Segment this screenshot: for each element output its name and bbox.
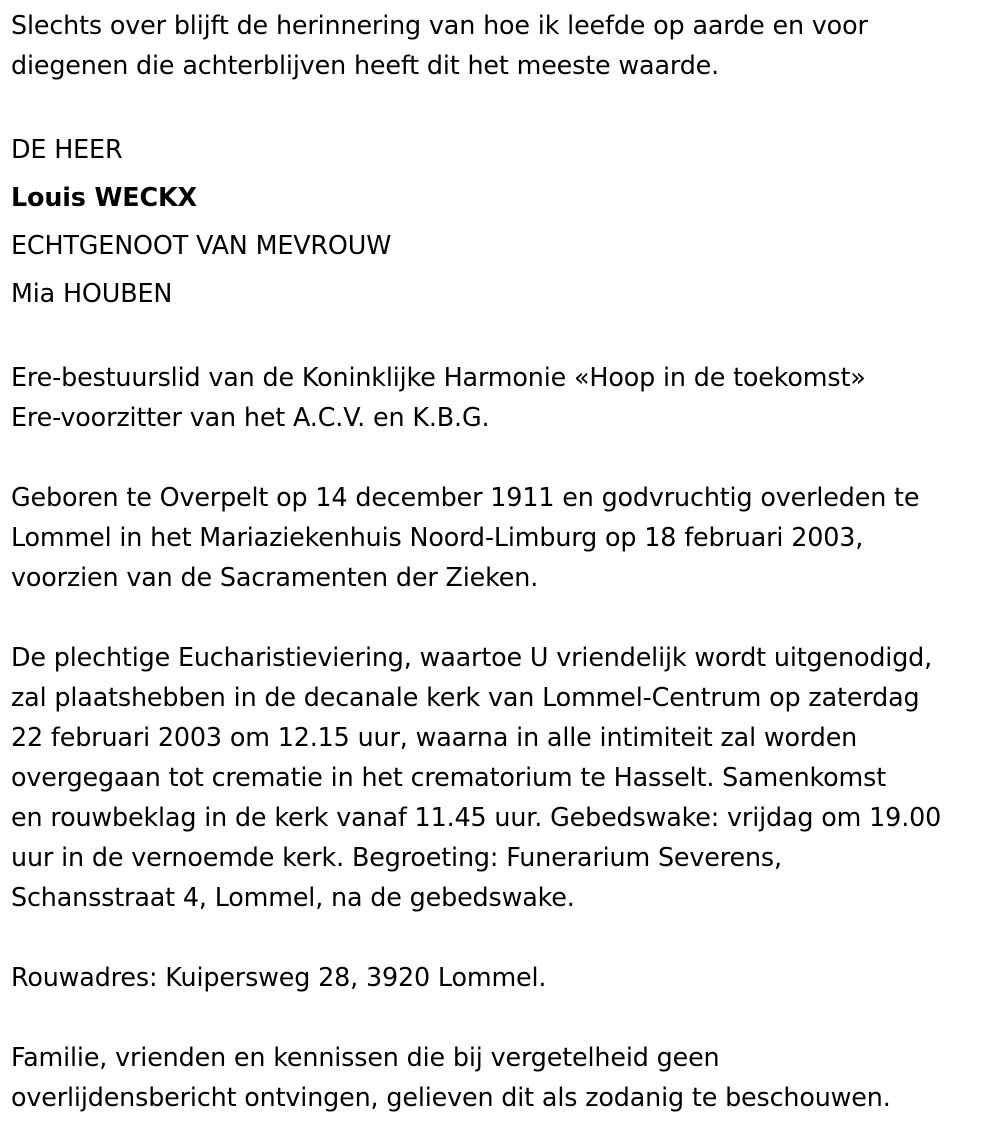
birth-death-line: Geboren te Overpelt op 14 december 1911 en godvruchtig overleden te: [11, 482, 920, 512]
ceremony-line: en rouwbeklag in de kerk vanaf 11.45 uur. Gebedswake: vrijdag om 19.00: [11, 802, 942, 832]
spacer: [11, 317, 996, 357]
intro-quote: [11, 5, 996, 85]
spouse-name: Mia HOUBEN: [11, 278, 173, 308]
birth-death-block: [11, 477, 996, 597]
intro-line: Slechts over blijft de herinnering van hoe ik leefde op aarde en voor: [11, 10, 868, 40]
spacer: [11, 917, 996, 957]
mourning-address: Rouwadres: Kuipersweg 28, 3920 Lommel.: [11, 962, 547, 992]
obituary-document: [11, 5, 996, 1117]
ceremony-line: uur in de vernoemde kerk. Begroeting: Funerarium Severens,: [11, 842, 782, 872]
address-block: [11, 957, 996, 997]
honors-line: Ere-voorzitter van het A.C.V. en K.B.G.: [11, 402, 490, 432]
closing-block: [11, 1037, 996, 1117]
honors-block: [11, 357, 996, 437]
closing-line: overlijdensbericht ontvingen, gelieven dit als zodanig te beschouwen.: [11, 1082, 891, 1112]
person-title: DE HEER: [11, 134, 123, 164]
intro-line: diegenen die achterblijven heeft dit het meeste waarde.: [11, 50, 720, 80]
ceremony-line: overgegaan tot crematie in het crematorium te Hasselt. Samenkomst: [11, 762, 887, 792]
ceremony-block: [11, 637, 996, 917]
closing-line: Familie, vrienden en kennissen die bij vergetelheid geen: [11, 1042, 720, 1072]
spacer: [11, 597, 996, 637]
person-relation: ECHTGENOOT VAN MEVROUW: [11, 230, 392, 260]
honors-line: Ere-bestuurslid van de Koninklijke Harmonie «Hoop in de toekomst»: [11, 362, 866, 392]
ceremony-line: Schansstraat 4, Lommel, na de gebedswake.: [11, 882, 575, 912]
ceremony-line: 22 februari 2003 om 12.15 uur, waarna in alle intimiteit zal worden: [11, 722, 858, 752]
birth-death-line: Lommel in het Mariaziekenhuis Noord-Limburg op 18 februari 2003,: [11, 522, 864, 552]
person-block: [11, 125, 996, 317]
ceremony-line: De plechtige Eucharistieviering, waartoe U vriendelijk wordt uitgenodigd,: [11, 642, 933, 672]
spacer: [11, 997, 996, 1037]
ceremony-line: zal plaatshebben in de decanale kerk van Lommel-Centrum op zaterdag: [11, 682, 920, 712]
person-name: Louis WECKX: [11, 182, 197, 212]
birth-death-line: voorzien van de Sacramenten der Zieken.: [11, 562, 539, 592]
spacer: [11, 437, 996, 477]
spacer: [11, 85, 996, 125]
